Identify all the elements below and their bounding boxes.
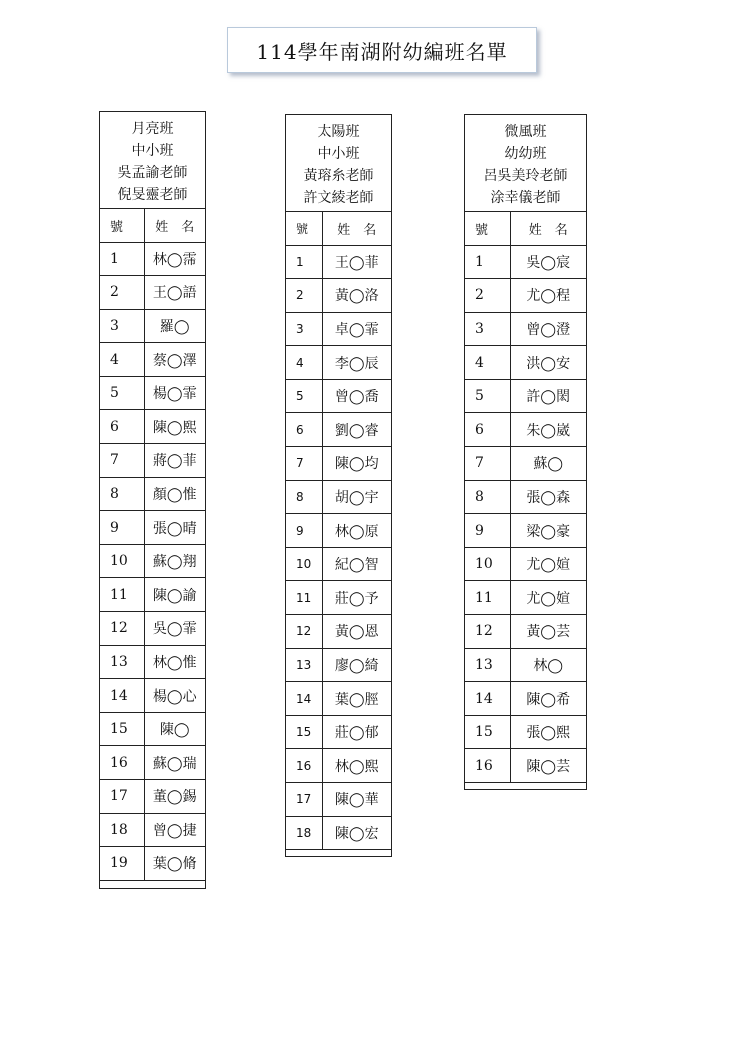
table-row	[100, 511, 205, 545]
student-name: 陳◯	[144, 712, 205, 746]
student-number: 3	[100, 309, 144, 343]
student-name: 林◯惟	[144, 645, 205, 679]
table-row	[100, 813, 205, 847]
student-number: 18	[100, 813, 144, 847]
student-number: 13	[286, 648, 322, 682]
table-row	[286, 514, 391, 548]
table-row	[100, 712, 205, 746]
blank-cell	[100, 880, 144, 888]
table-row	[286, 245, 391, 279]
student-name: 吳◯宸	[510, 245, 586, 279]
student-number: 17	[100, 780, 144, 814]
table-row	[100, 276, 205, 310]
student-name: 莊◯郁	[322, 715, 391, 749]
student-number: 5	[286, 379, 322, 413]
teacher-name: 許文綾老師	[303, 190, 374, 206]
table-row	[286, 648, 391, 682]
student-number: 6	[286, 413, 322, 447]
teacher-name: 涂幸儀老師	[490, 190, 561, 206]
table-row	[465, 581, 586, 615]
column-header-row	[100, 209, 205, 242]
table-row	[465, 547, 586, 581]
table-row	[465, 379, 586, 413]
student-number: 10	[465, 547, 510, 581]
teacher-name: 呂吳美玲老師	[483, 168, 568, 184]
table-row	[286, 346, 391, 380]
student-name: 林◯熙	[322, 749, 391, 783]
student-number: 15	[100, 712, 144, 746]
table-row	[465, 447, 586, 481]
student-number: 10	[100, 544, 144, 578]
class-roster-sun	[285, 114, 392, 857]
student-name: 朱◯崴	[510, 413, 586, 447]
table-row	[286, 379, 391, 413]
student-number: 5	[465, 379, 510, 413]
student-name: 陳◯希	[510, 682, 586, 716]
student-name: 蘇◯	[510, 447, 586, 481]
table-row	[100, 376, 205, 410]
teacher-name: 倪旻靈老師	[117, 187, 188, 203]
student-name: 曾◯澄	[510, 312, 586, 346]
student-number: 19	[100, 847, 144, 881]
student-number: 7	[100, 444, 144, 478]
student-name: 梁◯豪	[510, 514, 586, 548]
column-header-name: 姓 名	[510, 212, 586, 245]
table-row	[100, 444, 205, 478]
class-level: 幼幼班	[504, 146, 547, 162]
student-number: 15	[286, 715, 322, 749]
student-number: 3	[286, 312, 322, 346]
table-row	[286, 312, 391, 346]
table-row	[465, 279, 586, 313]
student-number: 14	[100, 679, 144, 713]
student-name: 尤◯媗	[510, 547, 586, 581]
student-name: 蘇◯翔	[144, 544, 205, 578]
blank-cell	[465, 783, 510, 789]
blank-cell	[510, 783, 586, 789]
student-name: 董◯錫	[144, 780, 205, 814]
table-row	[100, 612, 205, 646]
student-number: 9	[465, 514, 510, 548]
table-row	[100, 847, 205, 881]
student-name: 葉◯脩	[144, 847, 205, 881]
blank-cell	[286, 850, 322, 856]
student-name: 陳◯芸	[510, 749, 586, 783]
table-row	[286, 783, 391, 817]
class-name: 太陽班	[317, 124, 360, 140]
student-number: 18	[286, 816, 322, 850]
student-name: 黃◯芸	[510, 615, 586, 649]
student-name: 林◯霈	[144, 242, 205, 276]
student-number: 13	[100, 645, 144, 679]
student-name: 羅◯	[144, 309, 205, 343]
student-number: 15	[465, 715, 510, 749]
student-name: 劉◯睿	[322, 413, 391, 447]
page-title: 114學年南湖附幼編班名單	[227, 27, 537, 73]
class-level: 中小班	[317, 146, 360, 162]
table-row	[286, 581, 391, 615]
student-name: 蔡◯澤	[144, 343, 205, 377]
student-name: 尤◯媗	[510, 581, 586, 615]
student-name: 蔣◯菲	[144, 444, 205, 478]
student-name: 許◯閎	[510, 379, 586, 413]
student-number: 14	[286, 682, 322, 716]
student-number: 12	[465, 615, 510, 649]
column-header-row	[465, 212, 586, 245]
blank-row	[465, 783, 586, 789]
column-header-number: 號	[465, 212, 510, 245]
student-number: 16	[465, 749, 510, 783]
class-name: 微風班	[504, 124, 547, 140]
table-row	[465, 615, 586, 649]
table-row	[100, 679, 205, 713]
table-row	[286, 480, 391, 514]
table-row	[465, 346, 586, 380]
student-number: 5	[100, 376, 144, 410]
student-number: 2	[100, 276, 144, 310]
student-number: 11	[465, 581, 510, 615]
student-name: 蘇◯瑞	[144, 746, 205, 780]
student-name: 胡◯宇	[322, 480, 391, 514]
student-number: 12	[100, 612, 144, 646]
table-row	[100, 242, 205, 276]
blank-row	[286, 850, 391, 856]
table-row	[100, 410, 205, 444]
table-row	[465, 413, 586, 447]
table-row	[286, 279, 391, 313]
column-header-number: 號	[100, 209, 144, 242]
student-number: 11	[286, 581, 322, 615]
student-name: 陳◯華	[322, 783, 391, 817]
student-number: 6	[465, 413, 510, 447]
table-row	[465, 514, 586, 548]
student-number: 17	[286, 783, 322, 817]
blank-cell	[144, 880, 205, 888]
table-row	[286, 682, 391, 716]
student-number: 9	[100, 511, 144, 545]
student-number: 1	[100, 242, 144, 276]
student-number: 8	[465, 480, 510, 514]
student-number: 1	[286, 245, 322, 279]
table-row	[465, 480, 586, 514]
teacher-name: 吳孟諭老師	[117, 165, 188, 181]
column-header-number: 號	[286, 212, 322, 245]
student-name: 張◯晴	[144, 511, 205, 545]
student-name: 王◯語	[144, 276, 205, 310]
student-name: 卓◯霏	[322, 312, 391, 346]
student-name: 王◯菲	[322, 245, 391, 279]
table-row	[286, 615, 391, 649]
student-number: 7	[286, 447, 322, 481]
table-row	[100, 544, 205, 578]
student-name: 莊◯予	[322, 581, 391, 615]
student-number: 2	[465, 279, 510, 313]
student-name: 林◯原	[322, 514, 391, 548]
blank-cell	[322, 850, 391, 856]
student-number: 1	[465, 245, 510, 279]
student-name: 陳◯均	[322, 447, 391, 481]
student-name: 吳◯霏	[144, 612, 205, 646]
student-number: 11	[100, 578, 144, 612]
table-row	[100, 746, 205, 780]
student-name: 陳◯諭	[144, 578, 205, 612]
student-name: 曾◯喬	[322, 379, 391, 413]
table-row	[465, 648, 586, 682]
student-name: 李◯辰	[322, 346, 391, 380]
student-name: 黃◯洛	[322, 279, 391, 313]
student-name: 楊◯心	[144, 679, 205, 713]
student-number: 3	[465, 312, 510, 346]
class-level: 中小班	[131, 143, 174, 159]
student-number: 7	[465, 447, 510, 481]
table-row	[286, 413, 391, 447]
table-row	[286, 547, 391, 581]
student-name: 楊◯霏	[144, 376, 205, 410]
table-row	[465, 682, 586, 716]
table-row	[465, 245, 586, 279]
column-header-row	[286, 212, 391, 245]
student-name: 張◯熙	[510, 715, 586, 749]
class-header	[100, 112, 205, 209]
student-name: 陳◯熙	[144, 410, 205, 444]
student-number: 14	[465, 682, 510, 716]
class-header	[286, 115, 391, 212]
student-number: 16	[100, 746, 144, 780]
student-number: 6	[100, 410, 144, 444]
table-row	[286, 816, 391, 850]
student-number: 8	[286, 480, 322, 514]
class-roster-moon	[99, 111, 206, 889]
table-row	[465, 312, 586, 346]
table-row	[100, 343, 205, 377]
teacher-name: 黃瑢糸老師	[303, 168, 374, 184]
student-number: 16	[286, 749, 322, 783]
student-name: 曾◯捷	[144, 813, 205, 847]
student-name: 葉◯脛	[322, 682, 391, 716]
student-name: 黃◯恩	[322, 615, 391, 649]
table-row	[286, 715, 391, 749]
student-number: 2	[286, 279, 322, 313]
blank-row	[100, 880, 205, 888]
table-row	[465, 749, 586, 783]
student-name: 廖◯綺	[322, 648, 391, 682]
student-name: 林◯	[510, 648, 586, 682]
table-row	[465, 715, 586, 749]
student-name: 洪◯安	[510, 346, 586, 380]
student-number: 10	[286, 547, 322, 581]
student-number: 12	[286, 615, 322, 649]
table-row	[286, 447, 391, 481]
table-row	[100, 645, 205, 679]
student-table	[465, 212, 586, 789]
student-number: 4	[465, 346, 510, 380]
table-row	[286, 749, 391, 783]
column-header-name: 姓 名	[144, 209, 205, 242]
student-number: 9	[286, 514, 322, 548]
table-row	[100, 780, 205, 814]
table-row	[100, 309, 205, 343]
class-header	[465, 115, 586, 212]
column-header-name: 姓 名	[322, 212, 391, 245]
student-table	[100, 209, 205, 888]
student-name: 陳◯宏	[322, 816, 391, 850]
table-row	[100, 477, 205, 511]
student-number: 8	[100, 477, 144, 511]
student-name: 尤◯程	[510, 279, 586, 313]
student-number: 4	[286, 346, 322, 380]
student-name: 顏◯惟	[144, 477, 205, 511]
student-number: 13	[465, 648, 510, 682]
student-name: 紀◯智	[322, 547, 391, 581]
student-table	[286, 212, 391, 856]
student-name: 張◯森	[510, 480, 586, 514]
class-roster-breeze	[464, 114, 587, 790]
table-row	[100, 578, 205, 612]
class-name: 月亮班	[131, 121, 174, 137]
student-number: 4	[100, 343, 144, 377]
